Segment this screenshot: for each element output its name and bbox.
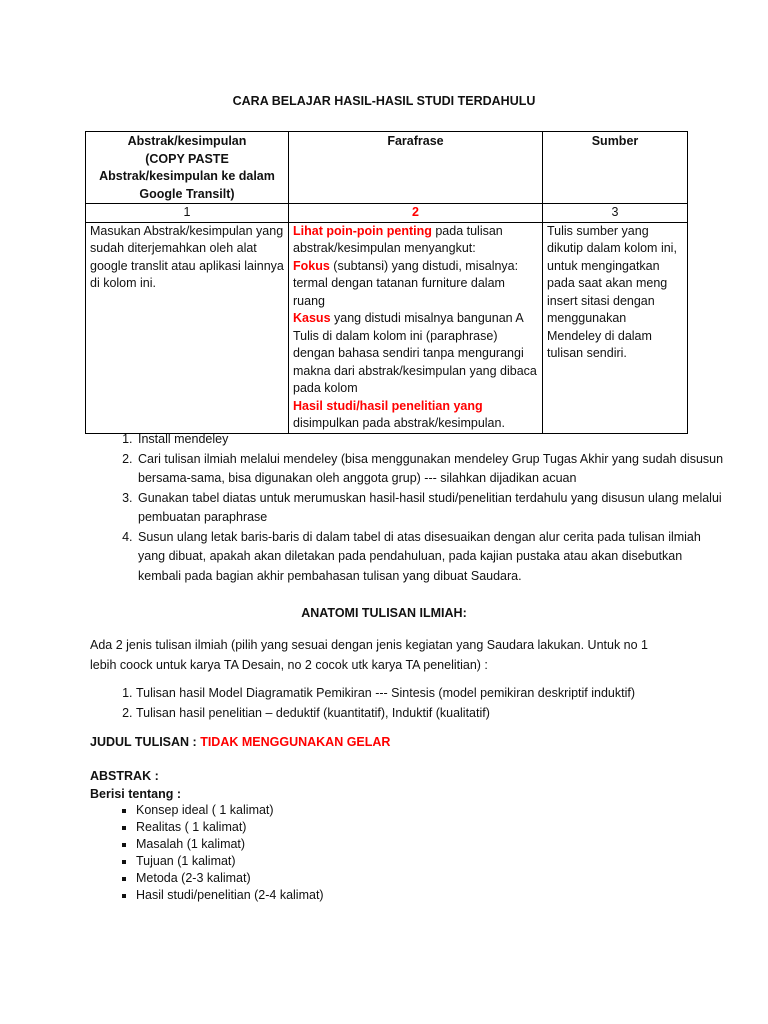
list-item: 2. Cari tulisan ilmiah melalui mendeley (bisa menggunakan mendeley Grup Tugas Akhir yang sudah disusun bersama-sama, bisa digunakan oleh anggota grup) --- silahkan dijadikan acuan	[136, 450, 726, 489]
intro-paragraph: Ada 2 jenis tulisan ilmiah (pilih yang sesuai dengan jenis kegiatan yang Saudara lakukan. Untuk no 1 lebih coock untuk karya TA Desain, no 2 cocok utk karya TA penelitian) :	[90, 638, 648, 672]
abstrak-label: ABSTRAK :	[90, 769, 159, 783]
list-item: ▪ Hasil studi/penelitian (2-4 kalimat)	[136, 887, 324, 904]
header-farafrase: Farafrase	[289, 132, 543, 204]
list-item: ▪ Konsep ideal ( 1 kalimat)	[136, 802, 324, 819]
header-sumber: Sumber	[543, 132, 688, 204]
steps-list	[88, 430, 726, 586]
table-header-row	[86, 132, 688, 204]
judul-value: TIDAK MENGGUNAKAN GELAR	[200, 735, 391, 749]
section-heading-anatomi: ANATOMI TULISAN ILMIAH:	[301, 606, 467, 620]
list-item: ▪ Tujuan (1 kalimat)	[136, 853, 324, 870]
header-abstrak-line: Google Transilt)	[139, 186, 235, 201]
text-segment: (subtansi) yang distudi, misalnya: termal dengan tatanan furniture dalam ruang	[293, 258, 519, 308]
header-abstrak-line: Abstrak/kesimpulan ke dalam	[99, 169, 275, 183]
abstrak-heading	[90, 768, 181, 803]
types-list	[88, 684, 726, 723]
list-item: ▪ Masalah (1 kalimat)	[136, 836, 324, 853]
judul-line	[90, 735, 390, 749]
header-abstrak-line: (COPY PASTE	[145, 151, 229, 166]
abstrak-items-list	[90, 802, 324, 904]
text-segment: yang distudi misalnya bangunan A Tulis di dalam kolom ini (paraphrase) dengan bahasa sendiri tanpa mengurangi makna dari abstrak/kesimpulan yang dibaca pada kolom	[293, 311, 537, 395]
highlight-fokus: Fokus	[293, 258, 330, 273]
highlight-lihat-poin: Lihat poin-poin penting	[293, 223, 432, 238]
page-title: CARA BELAJAR HASIL-HASIL STUDI TERDAHULU	[232, 94, 536, 108]
header-abstrak-line: Abstrak/kesimpulan	[127, 134, 247, 148]
column-number: 3	[543, 204, 688, 223]
study-table	[85, 131, 688, 434]
list-item: 3. Gunakan tabel diatas untuk merumuskan hasil-hasil studi/penelitian terdahulu yang disusun ulang melalui pembuatan paraphrase	[136, 489, 726, 528]
cell-abstrak: Masukan Abstrak/kesimpulan yang sudah diterjemahkan oleh alat google translit atau aplikasi lainnya di kolom ini.	[86, 222, 289, 433]
cell-farafrase	[289, 222, 543, 433]
list-item: ▪ Realitas ( 1 kalimat)	[136, 819, 324, 836]
judul-label: JUDUL TULISAN :	[90, 735, 201, 749]
column-number: 1	[86, 204, 289, 223]
header-abstrak	[86, 132, 289, 204]
list-item: 1. Install mendeley	[136, 430, 726, 450]
text-segment: disimpulkan pada abstrak/kesimpulan.	[293, 416, 505, 430]
berisi-label: Berisi tentang :	[90, 786, 181, 801]
list-item: 1. Tulisan hasil Model Diagramatik Pemikiran --- Sintesis (model pemikiran deskriptif induktif)	[136, 684, 726, 704]
column-number: 2	[289, 204, 543, 223]
highlight-kasus: Kasus	[293, 311, 331, 325]
text-segment: pada tulisan abstrak/kesimpulan menyangkut:	[293, 223, 503, 255]
cell-sumber: Tulis sumber yang dikutip dalam kolom ini, untuk mengingatkan pada saat akan meng insert sitasi dengan menggunakan Mendeley di dalam tulisan sendiri.	[543, 222, 688, 433]
list-item: 2. Tulisan hasil penelitian – deduktif (kuantitatif), Induktif (kualitatif)	[136, 704, 726, 724]
table-body-row	[86, 222, 688, 433]
table-number-row	[86, 204, 688, 223]
list-item: ▪ Metoda (2-3 kalimat)	[136, 870, 324, 887]
list-item: 4. Susun ulang letak baris-baris di dalam tabel di atas disesuaikan dengan alur cerita pada tulisan ilmiah yang dibuat, apakah akan diletakan pada pendahuluan, pada kajian pustaka atau akan disebutkan kembali pada bagian akhir pembahasan tulisan yang dibuat Saudara.	[136, 528, 726, 587]
highlight-hasil-studi: Hasil studi/hasil penelitian yang	[293, 398, 483, 413]
